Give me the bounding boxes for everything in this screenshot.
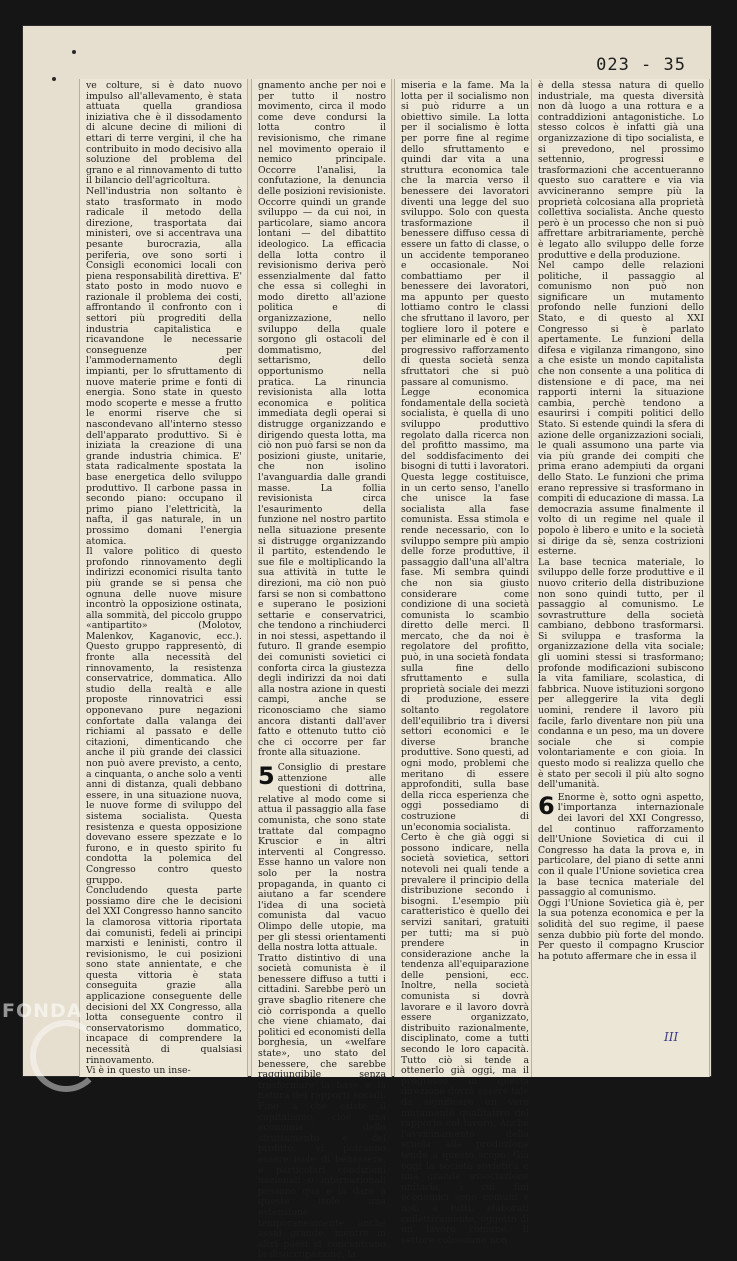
punch-hole bbox=[52, 77, 56, 81]
section-text: Enorme è, sotto ogni aspetto, l'importanza internazionale dei lavori del XXI Congresso, del continuo rafforzamento dell'Unione Sovietica di cui il Congresso ha data la prova e, in particolare, del piano di sette anni con il quale l'Unione sovietica crea la base tecnica materiale del passaggio al comunismo. Oggi l'Unione Sovietica già è, per la sua potenza economica e per la solidità del suo regime, il paese senza dubbio più forte del mondo. Per questo il compagno Kruscior ha potuto affermare che in essa il bbox=[538, 791, 704, 962]
article-column-1 bbox=[79, 79, 248, 1077]
column-text: gnamento anche per noi e per tutto il nostro movimento, circa il modo come deve condursi la lotta contro il revisionismo, che rimane nel movimento operaio il nemico principale. Occorre l'analisi, la confutazione, la denuncia delle posizioni revisioniste. Occorre quindi un grande sviluppo — da cui noi, in particolare, siamo ancora lontani — del dibattito ideologico. La efficacia della lotta contro il revisionismo deriva però essenzialmente dal fatto che essa si colleghi in modo diretto all'azione politica e di organizzazione, nello sviluppo della quale sorgono gli ostacoli del dommatismo, del settarismo, dello opportunismo nella pratica. La rinuncia revisionista alla lotta economica e politica immediata degli operai si distrugge organizzando e dirigendo questa lotta, ma ciò non può farsi se non da posizioni giuste, unitarie, che non isolino l'avanguardia dalle grandi masse. La follia revisionista circa l'esaurimento della funzione nel nostro partito nella situazione presente si distrugge organizzando il partito, estendendo le sue file e moltiplicando la sua attività in tutte le direzioni, ma ciò non può farsi se non si combattono e superano le posizioni settarie e conservatrici, che tendono a rinchiuderci in noi stessi, aspettando il futuro. Il grande esempio dei comunisti sovietici ci conforta circa la giustezza degli indirizzi da noi dati alla nostra azione in questi campi, anche se riconosciamo che siamo ancora distanti dall'aver fatto e ottenuto tutto ciò che ci occorre per far fronte alla situazione. bbox=[258, 80, 386, 759]
section-6 bbox=[532, 791, 709, 963]
article-column-2 bbox=[251, 79, 392, 1261]
column-text: miseria e la fame. Ma la lotta per il socialismo non si può ridurre a un obiettivo simile. La lotta per il socialismo è lotta per porre fine al regime dello sfruttamento e quindi dar vita a una struttura economica tale che la marcia verso il benessere dei lavoratori diventi una legge del suo sviluppo. Solo con questa trasformazione il benessere diffuso cessa di essere un fatto di classe, o un accidente temporaneo e occasionale. Noi combattiamo per il benessere dei lavoratori, ma appunto per questo lottiamo contro le classi che sfruttano il lavoro, per togliere loro il potere e per eliminarle ed è con il progressivo rafforzamento di questa società senza sfruttatori che si può passare al comunismo. Legge economica fondamentale della società socialista, è quella di uno sviluppo produttivo regolato dalla ricerca non del profitto massimo, ma del soddisfacimento dei bisogni di tutti i lavoratori. Questa legge costituisce, in un certo senso, l'anello che unisce la fase socialista alla fase comunista. Essa stimola e rende necessario, con lo sviluppo sempre più ampio delle forze produttive, il passaggio dall'una all'altra fase. Mi sembra quindi che non sia giusto considerare come condizione di una società comunista lo scambio diretto delle merci. Il mercato, che da noi è regolatore del profitto, può, in una società fondata sulla fine dello sfruttamento e sulla proprietà sociale dei mezzi di produzione, essere soltanto regolatore dell'equilibrio tra i diversi settori economici e le diverse branche produttive. Sono questi, ad ogni modo, problemi che meritano di essere approfonditi, sulla base della ricca esperienza che oggi possediamo di costruzione di un'economia socialista. Certo è che già oggi si possono indicare, nella società sovietica, settori notevoli nei quali tende a prevalere il principio della distribuzione secondo i bisogni. L'esempio più caratteristico è quello dei servizi sanitari, gratuiti per tutti; ma si può prendere in considerazione anche la tendenza all'equiparazione delle pensioni, ecc. Inoltre, nella società comunista si dovrà lavorare e il lavoro dovrà essere organizzato, distribuito razionalmente, disciplinato, come a tutti secondo le loro capacità. Tutto ciò si tende a ottenerlo già oggi, ma il progresso in questa direzione dovrà essere tale da significare un vero mutamento qualitativo del rapporto col lavoro. Anche l'avvicinamento della scuola alla produzione tende a questo scopo. Già oggi la società sovietica è una grande associazione unitaria, i cui fini economici sono comuni e noti a tutti, elaborati collettivamente, oggetto di un lavoro comune. Il settore colcosiano non bbox=[401, 80, 529, 1246]
document-sheet bbox=[22, 25, 712, 1261]
column-text: è della stessa natura di quello industriale, ma questa diversità non dà luogo a una rottura e a contraddizioni antagonistiche. Lo stesso colcos è infatti già una organizzazione di tipo socialista, e si prevedono, nel prossimo settennio, progressi e trasformazioni che accentueranno questo suo carattere e via via avvicineranno sempre più la proprietà colcosiana alla proprietà collettiva socialista. Anche questo però è un processo che non si può affrettare arbitrariamente, perchè è legato allo sviluppo delle forze produttive e della produzione. Nel campo delle relazioni politiche, il passaggio al comunismo non può non significare un mutamento profondo nelle funzioni dello Stato, e di questo al XXI Congresso si è parlato apertamente. Le funzioni della difesa e vigilanza rimangono, sino a che esiste un mondo capitalista che non consente a una politica di distensione e di pace, ma nei rapporti interni la situazione cambia, perchè tendono a esaurirsi i compiti politici dello Stato. Si estende quindi la sfera di azione delle organizzazioni sociali, le quali assumono una parte via via più grande dei compiti che prima erano adempiuti da organi dello Stato. Le funzioni che prima erano repressive si trasformano in compiti di educazione di massa. La democrazia assume finalmente il volto di un regime nel quale il popolo è libero e unito e la società si dirige da sè, senza costrizioni esterne. La base tecnica materiale, lo sviluppo delle forze produttive e il nuovo criterio della distribuzione non sono quindi tutto, per il passaggio al comunismo. Le sovrastrutture della società cambiano, debbono trasformarsi. Si sviluppa e trasforma la organizzazione della vita sociale; gli uomini stessi si trasformano; profonde modificazioni subiscono la vita familiare, scolastica, di fabbrica. Nuove istituzioni sorgono per alleggerire la vita degli uomini, rendere il lavoro più facile, farlo diventare non più una condanna e un peso, ma un dovere sociale che si compie volontariamente e con gioia. In questo modo si realizza quello che è stato per secoli il più alto sogno dell'umanità. bbox=[538, 80, 704, 791]
section-number: 5 bbox=[258, 762, 275, 790]
article-column-4 bbox=[531, 79, 710, 1077]
watermark-logo: FONDA bbox=[2, 1000, 83, 1022]
archive-stamp: 023 - 35 bbox=[596, 55, 686, 75]
column-text: ve colture, si è dato nuovo impulso all'allevamento, è stata attuata quella grandiosa iniziativa che è il dissodamento di alcune decine di milioni di ettari di terre vergini, il che ha contribuito in modo decisivo alla soluzione del problema del grano e al rinnovamento di tutto il bilancio dell'agricoltura. Nell'industria non soltanto è stato trasformato in modo radicale il metodo della direzione, trasportata dai ministeri, ove si accentrava una pesante burocrazia, alla periferia, ove sono sorti i Consigli economici locali con piena responsabilità direttiva. E' stato posto in modo nuovo e razionale il problema dei costi, affrontando il confronto con i settori più progrediti della industria capitalistica e ricavandone le necessarie conseguenze per l'ammodernamento degli impianti, per lo sfruttamento di nuove materie prime e fonti di energia. Sono state in questo modo scoperte e messe a frutto le enormi riserve che si nascondevano all'interno stesso dell'apparato produttivo. Si è iniziata la creazione di una grande industria chimica. E' stata radicalmente spostata la base energetica dello sviluppo produttivo. Il carbone passa in secondo piano: occupano il primo piano l'elettricità, la nafta, il gas naturale, in un prossimo domani l'energia atomica. Il valore politico di questo profondo rinnovamento degli indirizzi economici risulta tanto più grande se si pensa che ognuna delle nuove misure incontrò la opposizione ostinata, alla sommità, del piccolo gruppo «antipartito» (Molotov, Malenkov, Kaganovic, ecc.). Questo gruppo rappresentò, di fronte alla necessità del rinnovamento, la resistenza conservatrice, dommatica. Allo studio della realtà e alle proposte rinnovatrici essi opponevano pure negazioni confortate dalla valanga dei richiami al passato e delle citazioni, dimenticando che anche il più grande dei classici non può avere previsto, a cento, a cinquanta, o anche solo a venti anni di distanza, quali debbano essere, in una situazione nuova, le nuove forme di sviluppo del sistema socialista. Questa resistenza e questa opposizione dovevano essere spezzate e lo furono, e in questo spirito fu condotta la polemica del Congresso contro questo gruppo. Concludendo questa parte possiamo dire che le decisioni del XXI Congresso hanno sancito la clamorosa vittoria riportata dai comunisti, fedeli ai principi marxisti e leninisti, contro il revisionismo, le cui posizioni sono state annientate, e che questa vittoria è stata conseguita grazie alla applicazione conseguente delle decisioni del XX Congresso, alla lotta conseguente contro il conservatorismo dommatico, incapace di comprendere la necessità di qualsiasi rinnovamento. Vi è in questo un inse- bbox=[86, 80, 242, 1077]
section-text: Consiglio di prestare attenzione alle questioni di dottrina, relative al modo come si attua il passaggio alla fase comunista, che sono state trattate dal compagno Kruscior e in altri interventi al Congresso. Esse hanno un valore non solo per la nostra propaganda, in quanto ci aiutano a far scendere l'idea di una società comunista dal vacuo Olimpo delle utopie, ma per gli stessi orientamenti della nostra lotta attuale. Tratto distintivo di una società comunista è il benessere diffuso a tutti i cittadini. Sarebbe però un grave sbaglio ritenere che ciò corrisponda a quello che viene chiamato, dai politici ed economisti della borghesia, un «welfare state», uno stato del benessere, che sarebbe raggiungibile senza trasformare la base e la natura dei rapporti sociali. Fino a che esiste il capitalismo, cioè una economia dello sfruttamento e del profitto, vi potranno essere isole di benessere, e particolari condizioni nazionali o internazionali possono qua e là dare a queste isole una estensione temporaneamente anche assai grande, mentre in altri paesi si concentrano la disoccupazione, la bbox=[258, 762, 386, 1261]
section-number: 6 bbox=[538, 791, 555, 820]
watermark-ring bbox=[30, 1020, 102, 1092]
section-5 bbox=[252, 759, 391, 1261]
punch-hole bbox=[72, 50, 76, 54]
handwritten-mark: III bbox=[664, 1030, 679, 1044]
article-column-3 bbox=[394, 79, 535, 1246]
